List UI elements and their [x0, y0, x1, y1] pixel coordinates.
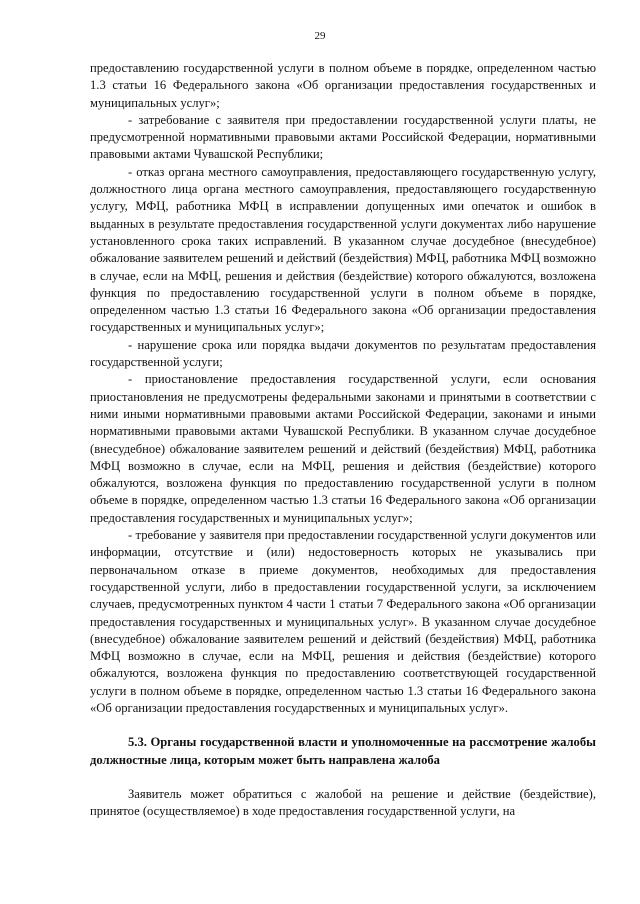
page-number: 29 — [314, 30, 326, 42]
document-body — [90, 60, 596, 820]
paragraph-gap — [90, 769, 596, 786]
paragraph: Заявитель может обратиться с жалобой на решение и действие (бездействие), принятое (осуществляемое) в ходе предоставления государственной услуги, на — [90, 786, 596, 819]
paragraph: - приостановление предоставления государственной услуги, если основания приостановления не предусмотрены федеральными законами и принятыми в соответствии с ними иными нормативными правовыми актами Российской Федерации, законами и иными нормативными правовыми актами Чувашской Республики. В указанном случае досудебное (внесудебное) обжалование заявителем решений и действий (бездействия) МФЦ, работника МФЦ возможно в случае, если на МФЦ, решения и действия (бездействие) которого обжалуются, возложена функция по предоставлению государственной услуги в полном объеме в порядке, определенном частью 1.3 статьи 16 Федерального закона «Об организации предоставления государственных и муниципальных услуг»; — [90, 372, 596, 525]
paragraph: - требование у заявителя при предоставлении государственной услуги документов или информации, отсутствие и (или) недостоверность которых не указывались при первоначальном отказе в приеме документов, необходимых для предоставления государственной услуги, либо в предоставлении государственной услуги, за исключением случаев, предусмотренных пунктом 4 части 1 статьи 7 Федерального закона «Об организации предоставления государственных и муниципальных услуг». В указанном случае досудебное (внесудебное) обжалование заявителем решений и действий (бездействия) МФЦ, работника МФЦ возможно в случае, если на МФЦ, решения и действия (бездействие) которого обжалуются, возложена функция по предоставлению соответствующей государственной услуги в полном объеме в порядке, определенном частью 1.3 статьи 16 Федерального закона «Об организации предоставления государственных и муниципальных услуг». — [90, 528, 596, 715]
section-heading: 5.3. Органы государственной власти и уполномоченные на рассмотрение жалобы должностные лица, которым может быть направлена жалоба — [90, 735, 596, 767]
paragraph: - затребование с заявителя при предоставлении государственной услуги платы, не предусмотренной нормативными правовыми актами Российской Федерации, нормативными правовыми актами Чувашской Республики; — [90, 112, 596, 162]
paragraph: - отказ органа местного самоуправления, предоставляющего государственную услугу, должностного лица органа местного самоуправления, предоставляющего государственную услугу, МФЦ, работника МФЦ в исправлении допущенных ими опечаток и ошибок в выданных в результате предоставления государственной услуги документах либо нарушение установленного срока таких исправлений. В указанном случае досудебное (внесудебное) обжалование заявителем решений и действий (бездействия) МФЦ, работника МФЦ возможно в случае, если на МФЦ, решения и действия (бездействие) которого обжалуются, возложена функция по предоставлению государственной услуги в полном объеме в порядке, определенном частью 1.3 статьи 16 Федерального закона «Об организации предоставления государственных и муниципальных услуг»; — [90, 164, 596, 335]
paragraph: предоставлению государственной услуги в полном объеме в порядке, определенном частью 1.3 статьи 16 Федерального закона «Об организации предоставления государственных и муниципальных услуг»; — [90, 61, 596, 110]
paragraph: - нарушение срока или порядка выдачи документов по результатам предоставления государственной услуги; — [90, 337, 596, 370]
paragraph-gap — [90, 717, 596, 734]
